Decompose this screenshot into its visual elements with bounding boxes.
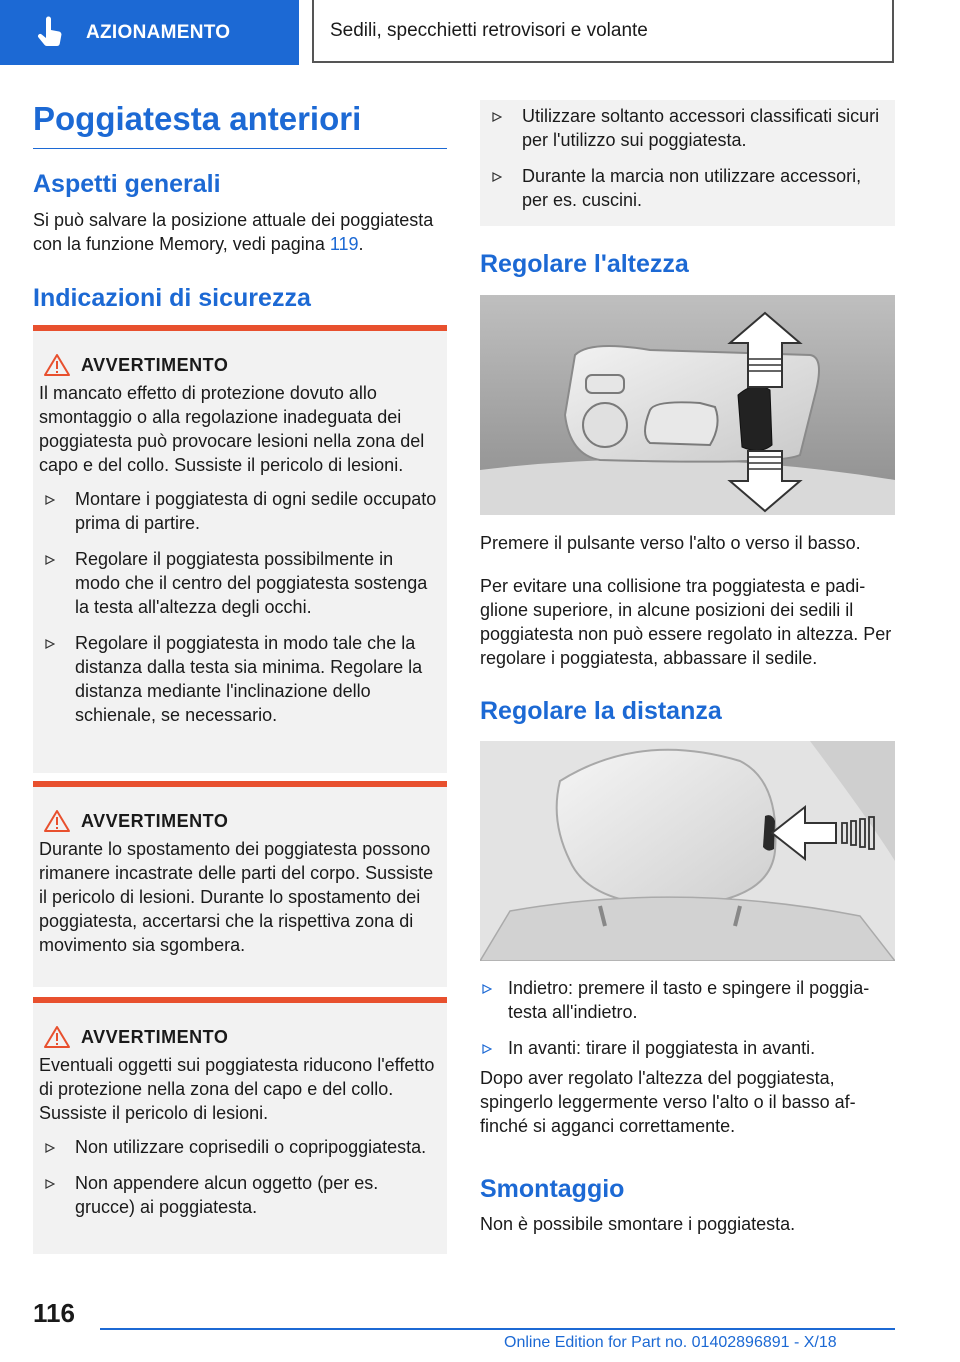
bullet-text: Non appendere alcun oggetto (per es. grucce) ai poggiatesta. bbox=[75, 1173, 379, 1217]
warning-title bbox=[39, 809, 441, 833]
list-item bbox=[480, 1036, 895, 1060]
general-paragraph bbox=[33, 208, 447, 256]
bullet-triangle-icon bbox=[45, 1179, 55, 1189]
height-text-2: Per evitare una collisione tra poggiatesta e padiglione superiore, in alcune posizioni dei sedili il poggiatesta non può essere regolato in altezza. Per regolare i poggiatesta, abbassare il sedile. bbox=[480, 576, 892, 668]
distance-bullets bbox=[480, 976, 895, 1060]
warning-title bbox=[39, 353, 441, 377]
list-item bbox=[486, 104, 889, 152]
bullet-text: Montare i poggiatesta di ogni sedile occupato prima di partire. bbox=[75, 489, 437, 533]
seat-switch-illustration bbox=[480, 295, 895, 515]
warning-text: Eventuali oggetti sui poggiatesta riducono l'effetto di protezione nella zona del capo e del collo. Sussiste il pericolo di lesioni. bbox=[39, 1055, 435, 1123]
header-section-label: AZIONAMENTO bbox=[86, 21, 231, 43]
distance-text: Dopo aver regolato l'altezza del poggiatesta, spingerlo leggermente verso l'alto o il basso affinché si agganci correttamente. bbox=[480, 1068, 856, 1136]
header-chapter bbox=[312, 0, 894, 63]
height-text-1: Premere il pulsante verso l'alto o verso il basso. bbox=[480, 533, 861, 553]
warning-bullets bbox=[39, 487, 441, 727]
removal-text: Non è possibile smontare i poggiatesta. bbox=[480, 1214, 796, 1234]
warning-box-2 bbox=[33, 781, 447, 987]
note-bullets bbox=[486, 104, 889, 212]
bullet-text: In avanti: tirare il poggiatesta in avanti. bbox=[508, 1038, 816, 1058]
bullet-triangle-icon bbox=[492, 112, 502, 122]
list-item bbox=[39, 1135, 441, 1159]
warning-title-text: AVVERTIMENTO bbox=[81, 810, 229, 831]
hand-pointer-icon bbox=[32, 15, 68, 51]
warning-box-3 bbox=[33, 997, 447, 1254]
warning-box-1 bbox=[33, 325, 447, 773]
warning-text: Durante lo spostamento dei poggiatesta possono rimanere incastrate delle parti del corpo. Sussiste il pericolo di lesioni. Durante lo spostamento dei poggiatesta, accertarsi che la rispettiva zona di movimento sia sgombera. bbox=[39, 839, 434, 955]
bullet-triangle-icon bbox=[482, 1044, 492, 1054]
list-item bbox=[39, 631, 441, 727]
footer-divider bbox=[100, 1328, 895, 1330]
page-title: Poggiatesta anteriori bbox=[33, 100, 447, 149]
header-chapter-label: Sedili, specchietti retrovisori e volante bbox=[330, 19, 648, 41]
bullet-text: Utilizzare soltanto accessori classificati sicuri per l'utilizzo sui poggiatesta. bbox=[522, 106, 880, 150]
seat-switch-image bbox=[480, 295, 895, 515]
page-reference-link[interactable]: 119 bbox=[329, 234, 359, 254]
bullet-text: Indietro: premere il tasto e spingere il poggiatesta all'indietro. bbox=[508, 978, 870, 1022]
warning-bullets bbox=[39, 1135, 441, 1219]
warning-title bbox=[39, 1025, 441, 1049]
general-heading: Aspetti generali bbox=[33, 170, 221, 198]
bullet-triangle-icon bbox=[45, 639, 55, 649]
warning-triangle-icon bbox=[43, 353, 71, 377]
headrest-image bbox=[480, 741, 895, 961]
removal-heading: Smontaggio bbox=[480, 1175, 625, 1203]
general-text: Si può salvare la posizione attuale dei poggiatesta con la funzione Memory, vedi pagina bbox=[33, 210, 434, 254]
bullet-text: Regolare il poggiatesta possibilmente in modo che il centro del poggiatesta sostenga la testa all'altezza degli occhi. bbox=[75, 549, 428, 617]
footer-edition: Online Edition for Part no. 01402896891 - X/18 bbox=[504, 1334, 837, 1351]
warning-title-text: AVVERTIMENTO bbox=[81, 354, 229, 375]
bullet-text: Regolare il poggiatesta in modo tale che la distanza dalla testa sia minima. Regolare la distanza mediante l'inclinazione dello schienale, se necessario. bbox=[75, 633, 423, 725]
general-text-end: . bbox=[358, 234, 364, 254]
height-heading: Regolare l'altezza bbox=[480, 250, 689, 278]
distance-heading: Regolare la distanza bbox=[480, 697, 722, 725]
bullet-text: Non utilizzare coprisedili o copripoggiatesta. bbox=[75, 1137, 427, 1157]
list-item bbox=[39, 547, 441, 619]
bullet-triangle-icon bbox=[45, 555, 55, 565]
safety-heading: Indicazioni di sicurezza bbox=[33, 284, 311, 312]
bullet-triangle-icon bbox=[45, 495, 55, 505]
bullet-text: Durante la marcia non utilizzare accessori, per es. cuscini. bbox=[522, 166, 862, 210]
warning-text: Il mancato effetto di protezione dovuto allo smontaggio o alla regolazione inadeguata dei poggiatesta può provocare lesioni nella zona del capo e del collo. Sussiste il pericolo di lesioni. bbox=[39, 383, 425, 475]
bullet-triangle-icon bbox=[492, 172, 502, 182]
bullet-triangle-icon bbox=[482, 984, 492, 994]
list-item bbox=[480, 976, 895, 1024]
warning-triangle-icon bbox=[43, 1025, 71, 1049]
note-box bbox=[480, 100, 895, 226]
bullet-triangle-icon bbox=[45, 1143, 55, 1153]
list-item bbox=[486, 164, 889, 212]
warning-triangle-icon bbox=[43, 809, 71, 833]
warning-title-text: AVVERTIMENTO bbox=[81, 1026, 229, 1047]
page-number: 116 bbox=[33, 1298, 75, 1328]
headrest-illustration bbox=[480, 741, 895, 961]
header-section-tab[interactable] bbox=[0, 0, 299, 65]
list-item bbox=[39, 1171, 441, 1219]
list-item bbox=[39, 487, 441, 535]
